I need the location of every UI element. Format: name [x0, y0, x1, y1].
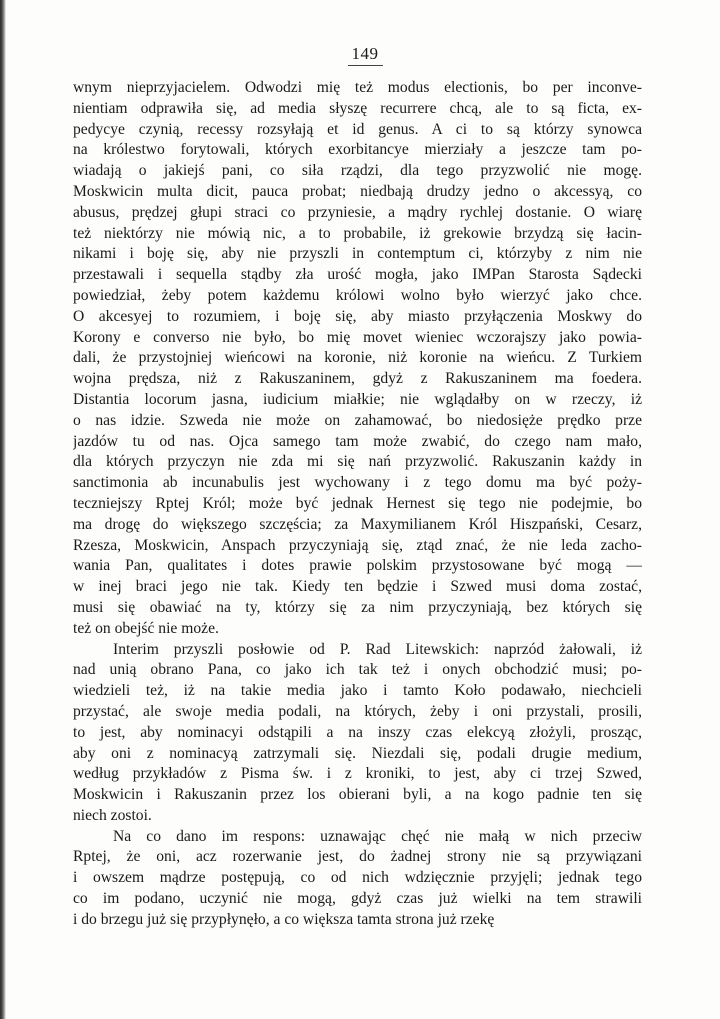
text-line: teczniejszy Rptej Król; może być jednak Hernest się tego nie podejmie, bo: [73, 494, 642, 512]
text-line: nientiam odprawiła się, ad media słyszę recurrere chcą, ale to są ficta, ex-: [73, 99, 642, 117]
text-line: wiedzieli też, iż na takie media jako i tamto Koło podawało, niechcieli: [73, 682, 642, 700]
text-line: to jest, aby nominacyi odstąpili a na inszy czas elekcyą złożyli, prosząc,: [73, 723, 642, 741]
text-line: i do brzegu już się przypłynęło, a co większa tamta strona już rzekę: [73, 910, 495, 928]
text-line: nikami i boję się, aby nie przyszli in contemptum ci, którzyby z nim nie: [73, 245, 642, 263]
text-line: Rzesza, Moskwicin, Anspach przyczyniają się, ztąd znać, że nie leda zacho-: [73, 536, 642, 554]
text-line: wania Pan, qualitates i dotes prawie polskim przystosowane być mogą —: [73, 557, 642, 575]
text-line: Rptej, że oni, acz rozerwanie jest, do żadnej strony nie są przywiązani: [73, 848, 642, 866]
text-line: wiadają o jakiejś pani, co siła rządzi, dla tego przyzwolić nie mogę.: [73, 162, 642, 180]
scan-binding-edge: [0, 0, 6, 1019]
text-line: aby oni z nominacyą zatrzymali się. Niezdali się, podali drugie medium,: [73, 744, 642, 762]
text-line: powiedział, żeby potem każdemu królowi wolno było wierzyć jako chce.: [73, 286, 642, 304]
text-line: Korony e converso nie było, bo mię movet wieniec wczorajszy jako powia-: [73, 328, 642, 346]
text-line: ma drogę do większego szczęścia; za Maxymilianem Król Hiszpański, Cesarz,: [73, 515, 642, 533]
text-line: sanctimonia ab incunabulis jest wychowany i z tego domu ma być poży-: [73, 474, 642, 492]
text-line: wojna prędsza, niż z Rakuszaninem, gdyż z Rakuszaninem ma foedera.: [73, 370, 642, 388]
text-line: niech zostoi.: [73, 806, 152, 824]
text-line: też on obejść nie może.: [73, 619, 219, 637]
text-line: Interim przyszli posłowie od P. Rad Litewskich: naprzód żałowali, iż: [113, 640, 642, 658]
text-line: Moskwicin i Rakuszanin przez los obierani byli, a na kogo padnie ten się: [73, 786, 642, 804]
text-line: musi się obawiać na ty, którzy się za nim przyczyniają, bez których się: [73, 598, 642, 616]
page-number: [0, 44, 720, 66]
text-line: w inej braci jego nie tak. Kiedy ten będzie i Szwed musi doma zostać,: [73, 578, 642, 596]
body-text: [73, 78, 642, 931]
text-line: dla których przyczyn nie zda mi się nań przyzwolić. Rakuszanin każdy in: [73, 453, 642, 471]
text-line: Distantia locorum jasna, iudicium miałkie; nie wglądałby on w rzeczy, iż: [73, 390, 642, 408]
text-line: o nas idzie. Szweda nie może on zahamować, bo niedosięże prędko prze: [73, 411, 642, 429]
text-line: przystać, ale swoje media podali, na których, żeby i oni przystali, prosili,: [73, 702, 642, 720]
text-line: na królestwo forytowali, których exorbitancye mierziały a jeszcze tam po-: [73, 141, 642, 159]
text-line: też niektórzy nie mówią nic, a to probabile, iż grekowie brzydzą się łacin-: [73, 224, 642, 242]
text-line: pedycye czynią, recessy rozsyłają et id genus. A ci to są którzy synowca: [73, 120, 642, 138]
text-line: według przykładów z Pisma św. i z kroniki, to jest, aby ci trzej Szwed,: [73, 765, 642, 783]
text-line: Moskwicin multa dicit, pauca probat; niedbają drudzy jedno o akcessyą, co: [73, 182, 642, 200]
text-line: Na co dano im respons: uznawając chęć nie małą w nich przeciw: [113, 827, 642, 845]
text-line: jazdów tu od nas. Ojca samego tam może zwabić, do czego nam mało,: [73, 432, 642, 450]
text-line: O akcesyej to rozumiem, i boję się, aby miasto przyłączenia Moskwy do: [73, 307, 642, 325]
text-line: dali, że przystojniej wieńcowi na koronie, niż koronie na wieńcu. Z Turkiem: [73, 349, 642, 367]
page-number-text: 149: [348, 44, 383, 66]
text-line: nad unią obrano Pana, co jako ich tak też i onych obchodzić musi; po-: [73, 661, 642, 679]
text-line: abusus, prędzej głupi straci co przyniesie, a mądry rychlej dostanie. O wiarę: [73, 203, 642, 221]
text-line: i owszem mądrze postępują, co od nich wdzięcznie przyjęli; jednak tego: [73, 869, 642, 887]
text-line: co im podano, uczynić nie mogą, gdyż czas już wielki na tem strawili: [73, 890, 642, 908]
text-line: przestawali i sequella stądby zła urość mogła, jako IMPan Starosta Sądecki: [73, 266, 642, 284]
text-line: wnym nieprzyjacielem. Odwodzi mię też modus electionis, bo per inconve-: [73, 79, 642, 96]
